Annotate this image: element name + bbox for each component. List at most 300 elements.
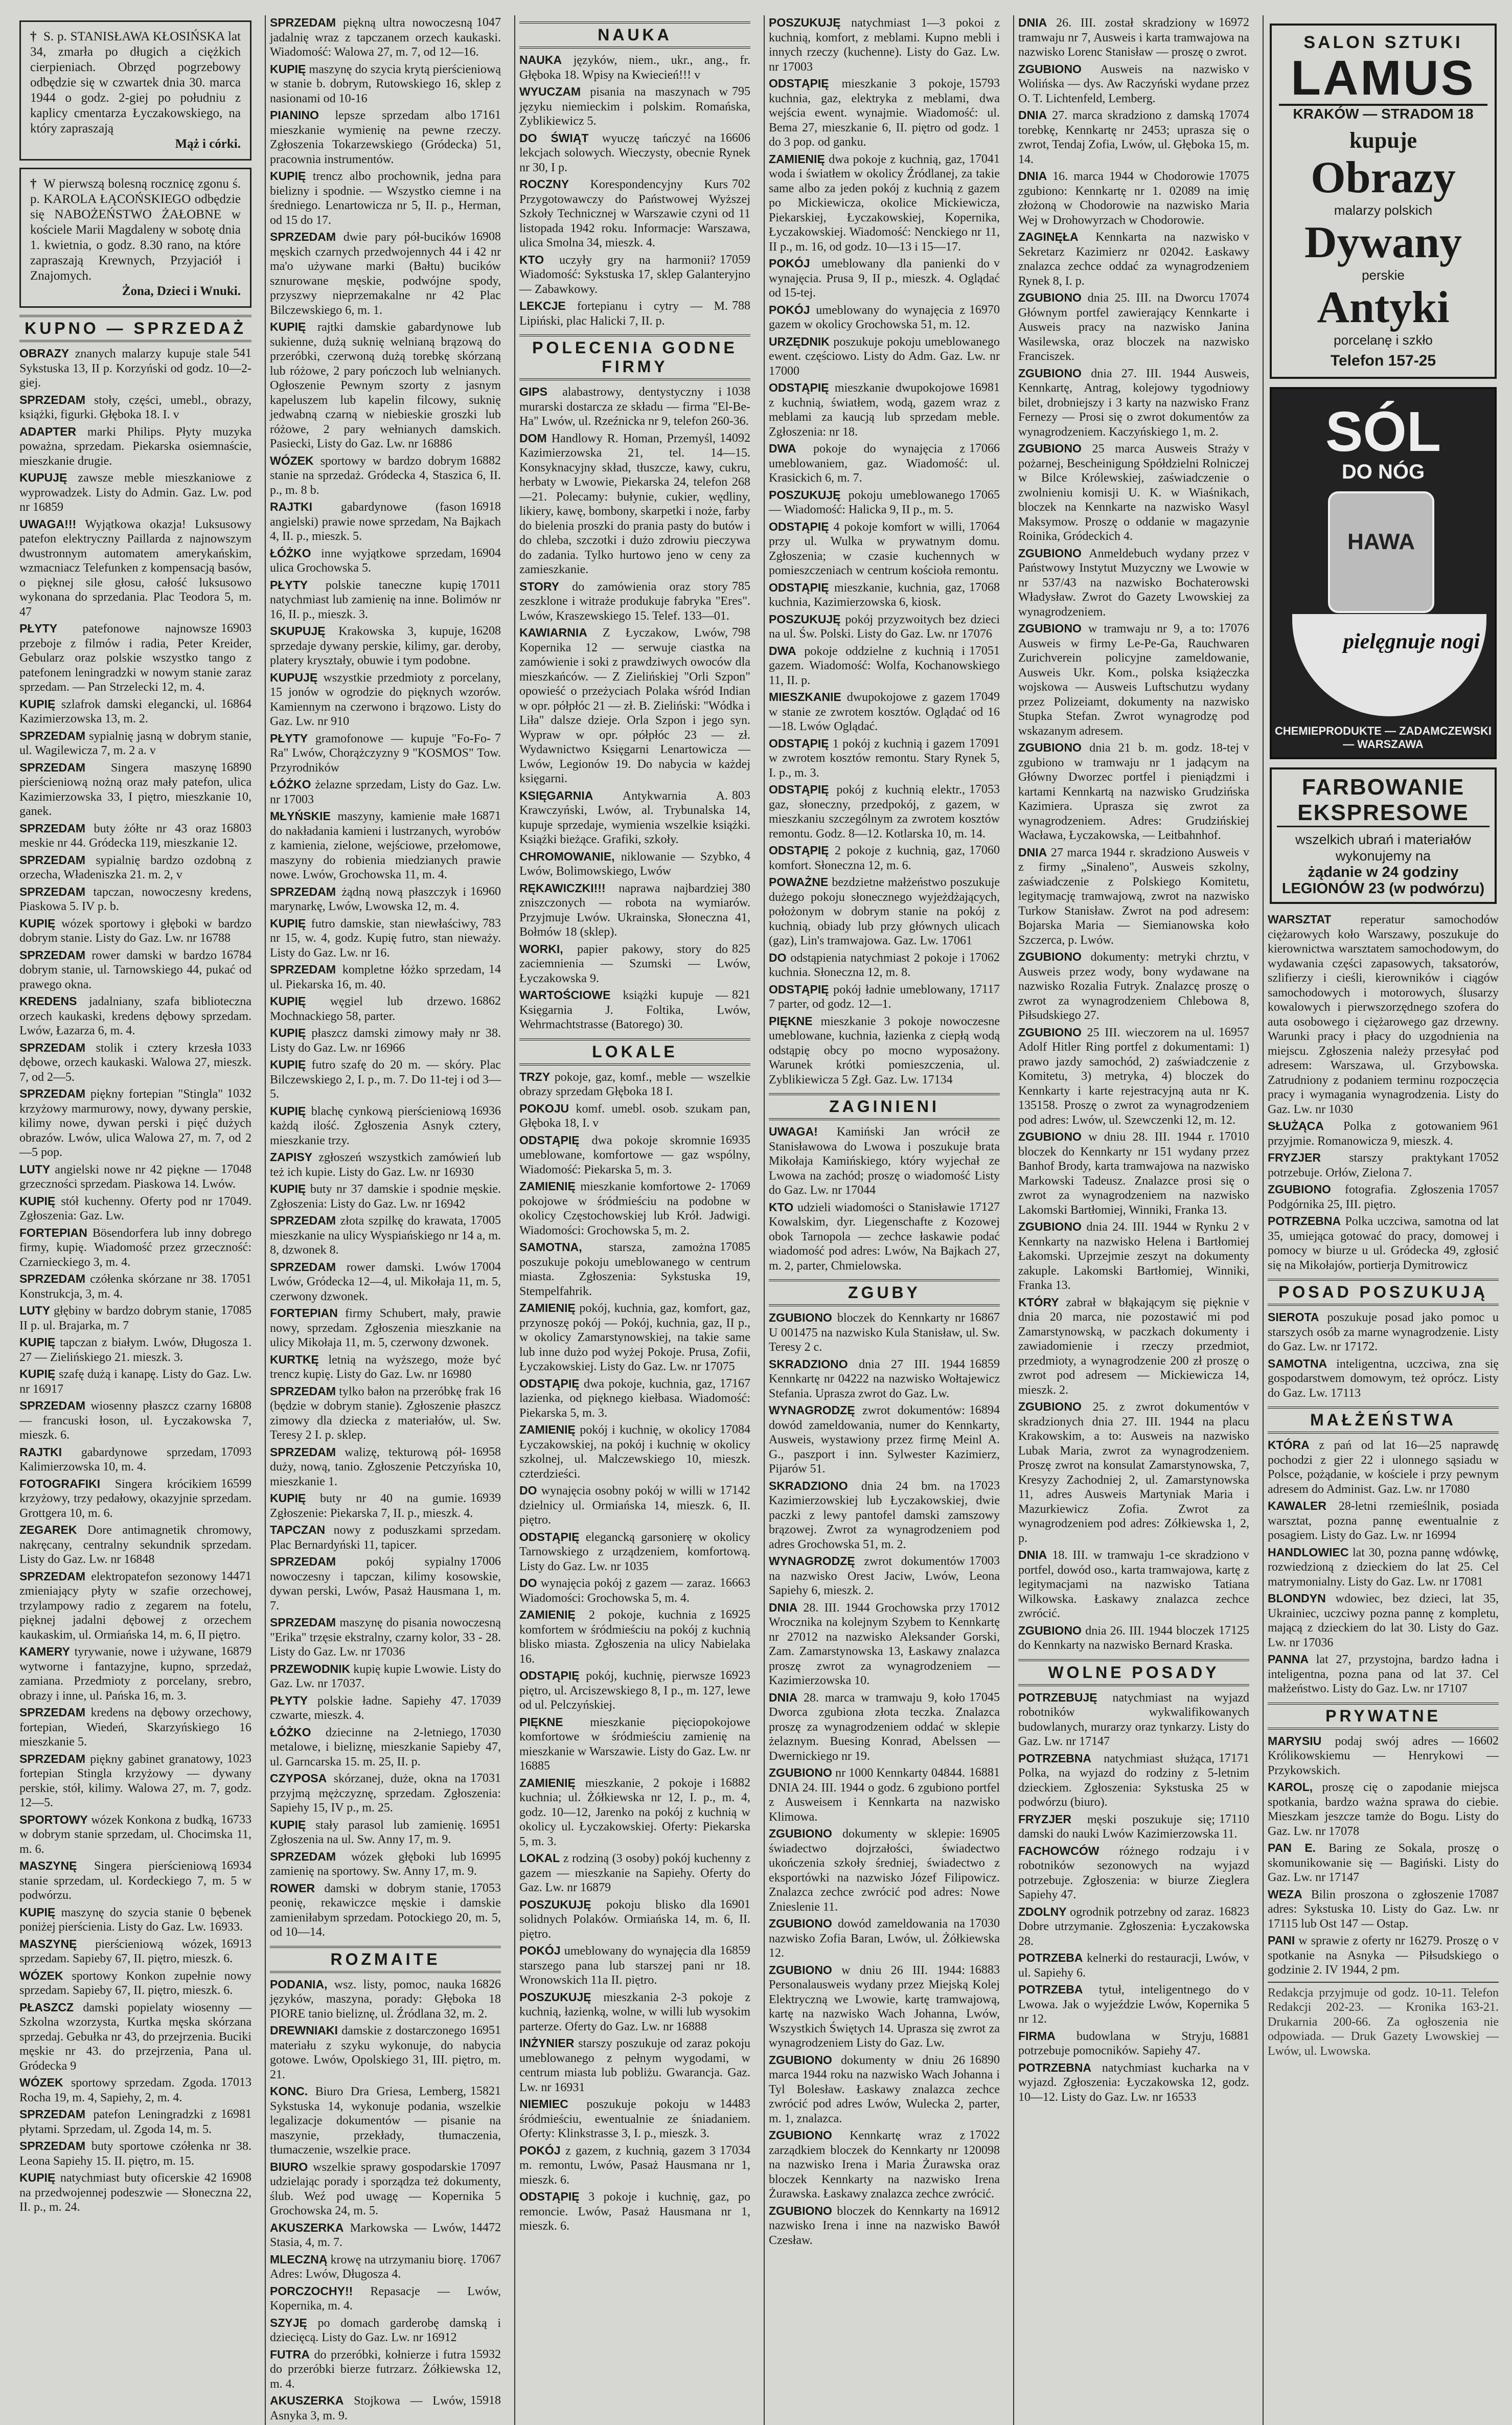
ad-keyword: ZGUBIONO	[1018, 62, 1082, 76]
classified-ad	[270, 578, 501, 622]
ad-text: poszukuje pokoju umeblowanego ewent. częściowo. Listy do Adm. Gaz. Lw. nr 17000	[769, 335, 1000, 378]
classified-ad	[1018, 1129, 1249, 1217]
ad-text: dnia 24. III. 1944 w Rynku 2 Kennkarty na nazwisko Helena i Bartłomiej Łakomski. Uprzejmie zeszyt na dokumenty zakuple. Lakomski Bartłomiej, Winniki, Franka 13.	[1018, 1220, 1249, 1292]
ad-code: 16936	[470, 1104, 501, 1118]
ad-code: 17052	[1468, 1151, 1499, 1164]
ad-text: zgłoszeń wszystkich zamówień lub też ich kupie. Listy do Gaz. Lw. nr 16930	[270, 1151, 501, 1179]
ad-keyword: RĘKAWICZKI!!!	[519, 881, 606, 895]
ad-text: Bilin proszona o zgłoszenie adres: Sykstuska 10. Listy do Gaz. Lw. nr 17115 lub Ost 147 — Ostap.	[1268, 1888, 1499, 1931]
ad-text: pisania na maszynach w języku niemieckim i polskim. Romańska, Zyblikiewicz 5.	[519, 85, 750, 128]
ad-keyword: URZĘDNIK	[769, 334, 830, 348]
ad-keyword: POTRZEBUJĘ	[1018, 1690, 1097, 1704]
ad-code: 16957	[1219, 1025, 1249, 1039]
ad-keyword: ROWER	[270, 1881, 315, 1895]
classified-ad	[1268, 1182, 1499, 1212]
lamus-item-dywany: Dywany	[1304, 218, 1462, 267]
ad-text: patefonowe najnowsze przeboje z filmów i radia, Peter Kreider, Gebularz oraz polskie wszystko tango z patefonem leningradzki w nowym stanie zaraz sprzedam. — Pan Strzelecki 12, m. 4.	[19, 622, 251, 694]
ad-keyword: WÓZEK	[270, 454, 314, 467]
ad-keyword: KAWALER	[1268, 1499, 1326, 1512]
classified-ad	[769, 1916, 1000, 1961]
classified-ad	[1018, 621, 1249, 738]
ad-text: do przeróbki, kołnierze i futra do przeróbki bierze futrzarz. Żółkiewska 12, m. 4.	[270, 2348, 501, 2391]
ad-text: Repasacje — Lwów, Kopernika, m. 4.	[270, 2284, 501, 2313]
ad-keyword: NAUKA	[519, 53, 562, 66]
ad-code: 16871	[470, 809, 501, 823]
ad-text: 2 pokoje z kuchnią, gaz, komfort. Słoneczna 12, m. 6.	[769, 844, 966, 872]
classified-ad	[1018, 1951, 1249, 1980]
classified-ad	[1268, 1310, 1499, 1354]
ad-code: 17084	[720, 1423, 750, 1436]
classified-ad	[769, 380, 1000, 439]
classified-ad	[769, 1200, 1000, 1274]
lamus-phone: Telefon 157-25	[1330, 352, 1436, 369]
classified-ad	[769, 644, 1000, 688]
ad-keyword: POSZUKUJĘ	[519, 1990, 591, 2004]
ad-text: pokój ładnie umeblowany, 7 parter, od godz. 12—1.	[769, 983, 966, 1011]
ad-keyword: SŁUŻĄCA	[1268, 1119, 1324, 1132]
ad-list	[1018, 15, 1249, 1653]
classified-ad	[270, 2084, 501, 2158]
ad-text: Antykwarnia A. Krawczyński, Lwów, al. Trybunalska 14, kupuje sprzedaje, wymienia wszelkie książki. Książki bieżące. Grafiki, szkoły.	[519, 789, 750, 846]
classified-ad	[519, 2189, 750, 2234]
ad-keyword: SPRZEDAM	[19, 1040, 86, 1054]
ad-text: maszyny, kamienie małe do nakładania kamieni i lustrzanych, wyrobów z kamienia, zielone, wejściowe, przełomowe, maszyny do robienia miedzianych prawie nowe. Lwów, Grochowska 11, m. 4.	[270, 810, 501, 881]
ad-text: sportowy Konkon zupełnie nowy sprzedam. Sapieby 67, II. piętro, mieszk. 6.	[19, 1969, 251, 1997]
ad-text: angielski nowe nr 42 piękne — grzeczności sprzedam. Piaskowa 14. Lwów.	[19, 1163, 236, 1191]
ad-text: maszynę do szycia krytą pierścieniową w stanie b. dobrym, Rutowskiego 16, sklep z nasionami od 10-16	[270, 62, 501, 105]
ad-code: 16970	[969, 303, 1000, 316]
ad-keyword: SZYJĘ	[270, 2316, 307, 2329]
ad-keyword: ODSTĄPIĘ	[519, 1376, 580, 1390]
ad-code: 17010	[1219, 1130, 1249, 1143]
ad-keyword: ZGUBIONO	[1018, 950, 1082, 963]
ad-keyword: DNIA	[1018, 108, 1047, 122]
ad-text: 2 pokoje, kuchnia z komfortem w śródmieściu na pokój z kuchnią blisko miasta. Zgłoszenia na ulicy Nabielaka 16.	[519, 1608, 750, 1666]
classified-ad	[19, 1398, 251, 1443]
classified-ad	[1268, 1887, 1499, 1932]
ad-text: z rodziną (3 osoby) pokój kuchenny z gazem — mieszkanie na Sapiehy. Oferty do Gaz. Lw. nr 16879	[519, 1852, 750, 1894]
ad-keyword: PAN E.	[1268, 1841, 1316, 1854]
ad-keyword: KUPIĘ	[270, 1818, 306, 1831]
classified-ad	[1018, 15, 1249, 60]
ad-text: mieszkanie 3 pokoje, kuchnia, gaz, elektryka z meblami, dwa wejścia ewent. wynajmie. Wiadomość: ul. Bema 27, mieszkanie 6, II. piętro od godz. 1 do 3 pop. od ganku.	[769, 77, 1000, 149]
classified-ad	[519, 1897, 750, 1942]
ad-text: 3 pokoje i kuchnię, gaz, po remoncie. Lwów, Pasaż Hausmana nr 1, mieszk. 6.	[519, 2190, 751, 2233]
ad-text: bloczek do Kennkarty nr U 001475 na nazwisko Kula Stanisław, ul. Sw. Teresy 2 c.	[769, 1311, 1000, 1354]
classified-ad	[19, 346, 251, 391]
classified-ad	[519, 2143, 750, 2188]
ad-code: 17003	[969, 1554, 1000, 1568]
ad-text: Dore antimagnetik chromowy, nakręcany, centralny sekundnik sprzedam. Listy do Gaz. Lw. nr 16848	[19, 1524, 252, 1566]
section-heading: ROZMAITE	[270, 1946, 501, 1973]
classified-ad	[519, 1990, 750, 2034]
classified-ad	[519, 788, 750, 847]
ad-code: 16934	[221, 1859, 251, 1872]
ad-code: 16606	[720, 131, 750, 145]
section-heading: ZGUBY	[769, 1279, 1000, 1306]
ad-code: v	[1243, 845, 1249, 859]
ad-text: szafę dużą i kanapę. Listy do Gaz. Lw. nr 16917	[19, 1368, 252, 1396]
ad-text: naprawa najbardziej zniszczonych — robota na wymiarów. Przyjmuje Lwów. Ukrainska, Słoneczna 41, Bołmów 18 (sklep).	[519, 881, 750, 939]
ad-text: wsz. listy, pomoc, nauka języków, maszyna, porady: Głęboka 18 PIORE tanio bieliznę, ul. Źródlana 32, m. 2.	[270, 1978, 501, 2021]
ad-text: pokoje oddzielne z kuchnią i gazem. Wiadomość: Wolfa, Kochanowskiego 11, II. p.	[769, 644, 1000, 687]
ad-code: 17004	[470, 1260, 501, 1274]
ad-text: dwa pokoje, kuchnia, gaz, lazienka, od pięknego kiełbasa. Wiadomość: Piekarska 5, m. 3.	[519, 1377, 750, 1420]
classified-ad	[519, 299, 750, 328]
ad-code: 17127	[969, 1200, 1000, 1214]
ad-keyword: KTO	[519, 253, 544, 266]
ad-text: tylko bałon na przeróbkę frak (będzie w dobrym stanie). Zgłoszenie płaszcz zimowy dla dziecka z materiałów, ul. Sw. Teresy 2 I. p. sklep.	[270, 1385, 501, 1442]
classified-ad	[1268, 1652, 1499, 1696]
ad-text: lepsze sprzedam albo mieszkanie wymienię na pewne rzeczy. Zgłoszenia Tokarzewskiego (Gródecka) 51, pracownia instrumentów.	[270, 109, 501, 166]
ad-text: sypialnię bardzo ozdobną z orzecha, Władeniszka 21. m. 2, v	[19, 853, 252, 881]
ad-code: 17048	[221, 1162, 251, 1176]
ad-keyword: POSZUKUJĘ	[769, 488, 841, 502]
ad-code: 17142	[720, 1484, 750, 1497]
ad-keyword: ŁÓŻKO	[270, 778, 311, 791]
ad-code: 1023	[227, 1752, 251, 1765]
classified-ad	[19, 2139, 251, 2168]
ad-text: mieszkanie pięciopokojowe komfortowe w śródmieściu zamienię na mieszkanie w Warszawie. Listy do Gaz. Lw. nr 16885	[519, 1715, 751, 1773]
ad-keyword: ZAGINĘŁA	[1018, 230, 1079, 243]
lamus-title: SALON SZTUKI	[1303, 33, 1463, 52]
ad-text: z pań od lat 16—25 naprawdę pochodzi z gier 22 i ulonnego sąsiadu w Polsce, pożądanie, w kościele i przy pewnym adresem do Administ. Gaz. Lw. nr 17080	[1268, 1439, 1499, 1496]
classified-ad	[270, 2252, 501, 2282]
classified-ad	[1018, 366, 1249, 440]
ad-code: 1047	[476, 16, 501, 29]
ad-keyword: ZGUBIONO	[769, 2204, 832, 2217]
ad-text: tapczan, nowoczesny kredens, Piaskowa 5. IV p. b.	[19, 885, 252, 913]
ad-keyword: WARSZTAT	[1268, 913, 1332, 926]
classified-ad	[769, 303, 1000, 332]
ad-code: 17110	[1219, 1812, 1249, 1826]
classified-ad	[769, 2053, 1000, 2126]
ad-keyword: FORTEPIAN	[270, 1306, 338, 1320]
classified-ad	[19, 760, 251, 819]
ad-text: buty sportowe czółenka nr 38. Leona Sapiehy 15. II. piętro, m. 15.	[19, 2140, 252, 2168]
ad-keyword: KUPIĘ	[19, 1335, 56, 1349]
ad-keyword: KUPIĘ	[270, 1104, 306, 1118]
ad-text: kupię kupie Lwowie. Listy do Gaz. Lw. nr 17037.	[270, 1662, 501, 1690]
ad-text: damski popielaty wiosenny — Szkolna wzorzysta, Kurtka męska skórzana sprzedaj. Gebułka nr 43, do przejrzenia. Buciki męskie nr 43. do przejrzenia, Pana ul. Gródecka 9	[19, 2001, 251, 2073]
classified-ad	[19, 1162, 251, 1192]
ad-text: uczyły gry na harmonii? Wiadomość: Sykstuska 17, sklep Galanteryjno — Zabawkowy.	[519, 253, 750, 296]
ad-code: 16918	[470, 500, 501, 513]
ad-text: Bösendorfera lub inny dobrego firmy, kupię. Wiadomość przez grzeczność: Czarnieckiego 3, m. 4.	[19, 1226, 252, 1269]
ad-text: wynajęcia pokój z gazem — zaraz. Wiadomości: Grochowska 5, m. 4.	[519, 1577, 716, 1605]
ad-code: 17097	[470, 2160, 501, 2173]
classified-ad	[1018, 740, 1249, 843]
classified-ad	[519, 1483, 750, 1528]
ad-code: 380	[732, 881, 750, 895]
classified-ad	[769, 488, 1000, 517]
classified-ad	[769, 334, 1000, 379]
ad-keyword: SPRZEDAM	[19, 1087, 86, 1100]
classified-ad	[19, 697, 251, 727]
ad-code: 16881	[1219, 2029, 1249, 2043]
classified-ad	[519, 579, 750, 624]
ad-code: 16960	[470, 885, 501, 898]
ad-text: dnia 25. III. na Dworcu Głównym portfel zawierający Kennkarte i Ausweis pracy na nazwisko Janina Wasilewska, oraz bloczek na nazwisko Franciszek.	[1018, 291, 1249, 363]
ad-keyword: SKRADZIONO	[769, 1479, 848, 1492]
ad-keyword: CHROMOWANIE,	[519, 849, 615, 863]
ad-keyword: PIĘKNE	[769, 1014, 813, 1028]
ad-keyword: KUPIĘ	[270, 994, 306, 1008]
ad-list	[1268, 1734, 1499, 1978]
ad-code: 17034	[720, 2143, 750, 2157]
ad-keyword: BLONDYN	[1268, 1592, 1326, 1605]
classified-ad	[270, 1384, 501, 1443]
classified-ad	[519, 2097, 750, 2141]
ad-keyword: KAWIARNIA	[519, 626, 587, 639]
ad-text: Wyjątkowa okazja! Luksusowy patefon elektryczny Paillarda z najnowszym dwustronnym automatem amerykańskim, wzmacniacz Telefunken z kompensacją basów, o pięknej sile głosu, całość luksusowo wykonana do sprzedania. Plac Teodora 5, m. 47	[19, 517, 251, 619]
ad-code: 14472	[470, 2220, 501, 2234]
ad-code: 785	[732, 579, 750, 593]
classified-ad	[519, 1422, 750, 1481]
sol-maker: CHEMIEPRODUKTE — ZADAMCZEWSKI — WARSZAWA	[1274, 724, 1492, 751]
ad-text: dwupokojowe z gazem w stanie ze zwrotem kosztów. Oglądać od 16—18. Lwów Oglądać.	[769, 691, 1000, 733]
ad-text: mieszkanie dwupokojowe z kuchnią, światłem, wodą, gazem wraz z meblami za kaucją lub sprzedam meble. Zgłoszenia: nr 18.	[769, 381, 1000, 439]
sol-title: SÓL	[1325, 400, 1441, 463]
ad-text: Kennkartę wraz z zarządkiem bloczek do Kennkarty nr 120098 na nazwisko Irena i Maria Żurawska oraz bloczek Kennkarty na nazwisko Irena Żurawska. Łaskawy znalazca zechce zwrócić.	[769, 2129, 1000, 2201]
ad-keyword: SPRZEDAM	[19, 948, 86, 962]
ad-text: wiosenny płaszcz czarny — francuski łoson, ul. Łyczakowska 7, mieszk. 6.	[19, 1399, 251, 1442]
classified-ad	[19, 948, 251, 992]
classified-ad	[769, 1124, 1000, 1198]
ad-keyword: DWA	[769, 644, 796, 658]
ad-text: krowę na utrzymaniu biorę. Adres: Lwów, Długosza 4.	[270, 2253, 466, 2281]
ad-text: wózek głęboki lub zamienię na sportowy. Sw. Anny 17, m. 9.	[270, 1850, 477, 1878]
ad-text: natychmiast służąca, Polka, na wyjazd do rodziny z 5-letnim dzieckiem. Zgłoszenia: Sykstuska 25 w podwórzu (biuro).	[1018, 1752, 1249, 1809]
classified-ad	[270, 1849, 501, 1879]
ad-code: 4	[744, 849, 750, 863]
ad-text: futro szafę do 20 m. — skóry. Plac Bilczewskiego 2, I. p., m. 7. Do 11-tej i od 3—5.	[270, 1058, 501, 1101]
ad-code: 16808	[221, 1399, 251, 1412]
classified-ad	[1018, 1905, 1249, 1949]
classified-ad	[270, 1818, 501, 1847]
ad-code: 16890	[969, 2053, 1000, 2067]
ad-keyword: SPRZEDAM	[270, 230, 336, 243]
ad-text: stół kuchenny. Oferty pod nr 17049. Zgłoszenia: Gaz. Lw.	[19, 1194, 251, 1222]
ad-keyword: KUPIĘ	[19, 916, 56, 930]
ad-text: wynajęcia osobny pokój w willi w dzielnicy ul. Ormiańska 14, mieszk. 6, II. piętro.	[519, 1484, 750, 1527]
classified-ad	[1018, 1812, 1249, 1842]
ad-code: 17066	[969, 442, 1000, 455]
newspaper-page	[15, 15, 1499, 2422]
ad-text: dnia 27 III. 1944 Kennkartę nr 04222 na nazwisko Wołtajewicz Stefania. Uprasza zwrot do Gaz. Lw.	[769, 1357, 1000, 1400]
ad-list	[1268, 1438, 1499, 1696]
ad-keyword: MLECZNĄ	[270, 2252, 328, 2266]
ad-code: 17074	[1219, 108, 1249, 122]
classified-ad	[1268, 1438, 1499, 1497]
ad-text: po domach garderobę damską i dziecięcą. Listy do Gaz. Lw. nr 16912	[270, 2316, 501, 2344]
classified-ad	[769, 2204, 1000, 2248]
ad-code: 16663	[720, 1576, 750, 1590]
classified-ad	[19, 1644, 251, 1703]
classified-ad	[1268, 1841, 1499, 1885]
ad-code: 821	[732, 988, 750, 1002]
ad-keyword: KUPIĘ	[19, 1367, 56, 1380]
ad-text: 28. III. 1944 Grochowska przy Wrocznika na kolejnym Szybem to Kennkartę nr 27012 na nazwisko Aleksander Gorski, Zam. Zamarstynowska 13, Łaskawy znalazca proszę zwrot za wynagrodzeniem — Kazimierzowska 10.	[769, 1601, 1000, 1687]
ad-keyword: ZGUBIONO	[1018, 546, 1082, 560]
ad-text: sportowy w bardzo dobrym stanie na sprzedaż. Gródecka 4, Staszica 6, II. p., m. 8 b.	[270, 454, 501, 497]
classified-ad	[19, 1226, 251, 1270]
ad-text: dnia 21 b. m. godz. 18-tej zgubiono w tramwaju nr 1 jadącym na Główny Dworzec portfel i pieniądzmi i kartami Kennkartą na nazwisko Grudzińska Kazimiera. Uprasza się zwrot za wynagrodzeniem. Adres: Grudzińskiej Wacława, Łyczakowska, — Leitbahnhof.	[1018, 741, 1249, 842]
classified-ad	[19, 1086, 251, 1160]
classified-ad	[519, 1851, 750, 1895]
lamus-item-sub: malarzy polskich	[1334, 202, 1433, 218]
ad-keyword: KUPIĘ	[270, 320, 306, 333]
classified-ad	[270, 1306, 501, 1350]
farbowanie-advertisement	[1270, 767, 1497, 904]
ad-text: pokój i kuchnię, w okolicy Łyczakowskiej, na pokój i kuchnię w okolicy szkolnej, ul. Malczewskiego 10, mieszk. czterdzieści.	[519, 1423, 750, 1481]
sol-can-label: HAWA	[1347, 529, 1415, 554]
ad-code: 803	[732, 788, 750, 802]
ad-text: niklowanie — Szybko, Lwów, Bolimowskiego, Lwów	[519, 850, 740, 878]
ad-keyword: SPRZEDAM	[19, 853, 86, 867]
classified-ad	[270, 320, 501, 451]
sol-subtitle: DO NÓG	[1341, 461, 1425, 483]
ad-text: papier pakowy, story do zaciemnienia — Szumski — Lwów, Łyczakowska 9.	[519, 942, 750, 985]
ad-list	[1268, 1310, 1499, 1400]
ad-text: rower damski. Lwów Lwów, Gródecka 12—4, ul. Mikołaja 11, m. 5, czerwony dzwonek.	[270, 1260, 501, 1303]
ad-code: 16972	[1219, 16, 1249, 29]
ad-keyword: SPRZEDAM	[270, 1214, 336, 1227]
ad-text: wyuczę tańczyć na lekcjach solowych. Wieczysty, obecnie Rynek nr 30, I p.	[519, 131, 750, 174]
classified-ad	[519, 1668, 750, 1713]
obituary-signature: Żona, Dzieci i Wnuki.	[122, 284, 241, 298]
ad-text: w sprawie z oferty nr 16279. Proszę o spotkanie na Asnyka — Piłsudskiego o godzinie 2. IV 1944, 2 pm.	[1268, 1934, 1499, 1977]
ad-keyword: PŁYTY	[270, 731, 308, 745]
ad-keyword: DO	[519, 1484, 537, 1497]
ad-keyword: DNIA	[769, 1690, 798, 1704]
ad-keyword: ZGUBIONO	[1018, 1025, 1082, 1039]
classified-ad	[519, 1240, 750, 1299]
ad-keyword: ZGUBIONO	[1268, 1183, 1331, 1196]
ad-keyword: DNIA	[1018, 845, 1047, 859]
classified-ad	[270, 169, 501, 228]
ad-code: 16	[489, 1384, 501, 1398]
ad-text: maszynę do pisania nowoczesną "Erika" trzęsie ekstralny, czarny kolor, 33 - 28. Listy do Gaz. Lw. nr 17036	[270, 1616, 501, 1659]
closing-note: Redakcja przyjmuje od godz. 10-11. Telefon Redakcji 202-23. — Kronika 163-21. Drukarnia 200-66. Za ogłoszenia nie odpowiada. — Druk Gazety Lwowskiej — Lwów, ul. Lwowska.	[1268, 1982, 1499, 2059]
ad-text: starsza, zamożna poszukuje pokoju umeblowanego w centrum miasta. Zgłoszenia: Sykstuska 19, Stempelfahrik.	[519, 1241, 750, 1298]
ad-keyword: KTÓRY	[1018, 1295, 1059, 1309]
ad-keyword: PRZEWODNIK	[270, 1662, 351, 1675]
ad-keyword: MASZYNĘ	[19, 1937, 77, 1951]
classified-ad	[519, 84, 750, 129]
classified-ad	[270, 1057, 501, 1102]
ad-keyword: SPRZEDAM	[19, 1272, 86, 1285]
ad-text: mieszkanie, kuchnia, gaz, kuchnia, Kazimierzowska 6, kiosk.	[769, 581, 966, 609]
ad-code: 17069	[720, 1180, 750, 1193]
classified-ad	[519, 1607, 750, 1666]
ad-keyword: LUTY	[19, 1304, 51, 1317]
ad-code: 16951	[470, 2024, 501, 2037]
ad-text: komf. umebl. osob. szukam pan, Głęboka 18, I. v	[519, 1102, 751, 1130]
ad-keyword: FRYZJER	[1018, 1812, 1071, 1826]
lamus-name: LAMUS	[1279, 53, 1487, 106]
ad-text: odstąpienia natychmiast 2 pokoje i kuchnia. Słoneczna 12, m. 8.	[769, 951, 965, 979]
ad-keyword: RAJTKI	[270, 500, 313, 513]
classified-ad	[1268, 1214, 1499, 1273]
classified-ad	[769, 736, 1000, 781]
classified-ad	[270, 1213, 501, 1258]
ad-code: 14471	[221, 1569, 251, 1583]
classified-ad	[19, 621, 251, 695]
ad-code: 16905	[969, 1827, 1000, 1840]
ad-keyword: POTRZEBNA	[1268, 1214, 1341, 1228]
ad-code: 541	[233, 347, 251, 360]
classified-ad	[769, 612, 1000, 642]
ad-keyword: ZGUBIONO	[769, 1917, 832, 1930]
ad-keyword: CZYPOSA	[270, 1772, 327, 1785]
obituary-text: W pierwszą bolesną rocznicę zgonu ś. p. KAROLA ŁĄCOŃSKIEGO odbędzie się NABOŻEŃSTWO ŻAŁOBNE w kościele Marii Magdaleny w sobotę dnia 1. kwietnia, o godz. 8.30 rano, na które zapraszają Krewnych, Przyjaciół i Znajomych.	[30, 177, 241, 283]
ad-code: 17125	[1219, 1623, 1249, 1637]
ad-text: natychmiast 1—3 pokoi z kuchnią, komfort, z meblami. Kupno mebli i innych rzeczy (kuchenne). Listy do Gaz. Lw. nr 17003	[769, 16, 1000, 74]
ad-code: 16904	[470, 546, 501, 560]
ad-text: mieszkanie komfortowe 2-pokojowe w śródmieściu na podobne w okolicy Częstochowskiej lub Krół. Jadwigi. Wiadomości: Grochowska 5, m. 2.	[519, 1180, 750, 1237]
ad-text: Korespondencyjny Kurs Przygotowawczy do Państwowej Wyższej Szkoły Technicznej w Warszawie czyni od 11 listopada 1942 roku. Informacje: Warszawa, ulica Smolna 34, mieszk. 4.	[519, 178, 750, 250]
ad-text: 25 marca Ausweis Straży pożarnej, Bescheinigung Spółdzielni Rolniczej w Bilce Królewskiej, zaświadczenie o zwolnieniu komisji U. K. w Wiaśnikach, bloczek na Kennkarte na nazwisko Wasyl Maksymow. Proszę o oddanie w magazynie Roinika, Gródeckich 4.	[1018, 442, 1249, 543]
ad-keyword: KUPIĘ	[19, 2171, 56, 2184]
farb-line: żądanie w 24 godziny	[1308, 864, 1459, 880]
ad-keyword: PANI	[1268, 1934, 1295, 1947]
ad-keyword: ODSTĄPIĘ	[519, 1133, 580, 1147]
ad-keyword: BIURO	[270, 2160, 308, 2173]
ad-code: 16913	[221, 1937, 251, 1951]
classified-ad	[270, 1523, 501, 1552]
classified-ad	[19, 1335, 251, 1365]
classified-ad	[519, 131, 750, 175]
classified-ad	[769, 256, 1000, 301]
lamus-advertisement	[1270, 24, 1497, 379]
classified-ad	[519, 431, 750, 577]
ad-code: 961	[1480, 1119, 1499, 1132]
ad-keyword: KTO	[769, 1200, 794, 1214]
classified-ad	[270, 1182, 501, 1211]
section-heading: WOLNE POSADY	[1018, 1659, 1249, 1686]
ad-keyword: KUPIĘ	[270, 169, 306, 183]
classified-ad	[1018, 1025, 1249, 1128]
ad-keyword: ZGUBIONO	[1018, 1130, 1082, 1143]
farb-line: wszelkich ubrań i materiałów wykonujemy na	[1295, 832, 1471, 864]
ad-text: umeblowany do wynajęcia dla starszego pana lub starszej pani nr 18. Wronowskich 11a II. piętro.	[519, 1944, 750, 1987]
classified-ad	[270, 2284, 501, 2314]
salt-can-icon	[1328, 491, 1434, 613]
classified-ad	[270, 1445, 501, 1489]
ad-keyword: SPRZEDAM	[19, 760, 86, 774]
ad-text: gabardynowe (fason angielski) prawie nowe sprzedam, Na Bajkach 4, II. p., mieszk. 5.	[270, 501, 501, 543]
ad-keyword: POKOJU	[519, 1101, 569, 1115]
ad-code: v	[1243, 1983, 1249, 1996]
ad-keyword: DO	[519, 1576, 537, 1590]
ad-text: piękny gabinet granatowy, fortepian Stingla krzyżowy — dywany perskie, stół, kilimy. Walowa 27, m. 7, godz. 12—5.	[19, 1752, 251, 1809]
ad-keyword: WÓZEK	[19, 2076, 63, 2089]
ad-keyword: NIEMIEC	[519, 2097, 568, 2111]
ad-keyword: SPRZEDAM	[19, 729, 86, 742]
ad-text: pokój, kuchnia, gaz, komfort, gaz, przynoszę pokój — Pokój, kuchnia, gaz, II p., w okolicy Zamarstynowskiej, na takie same lub inne dużo pod wyżej Pokoje. Prusa, Zofii, Łyczakowskiej. Listy do Gaz. Lw. nr 17075	[519, 1302, 751, 1373]
ad-text: bezdzietne małżeństwo poszukuje dużego pokoju słonecznego wyjeżdżających, położonym w dobrym stanie na pokój z kuchnią, obiady lub przy głównych ulicach (gaz), Lin's tramwajowa. Gaz. Lw. 17061	[769, 876, 1000, 947]
ad-text: zwrot dokumentów na nazwisko Orest Jaciw, Lwów, Leona Sapiehy 6, mieszk. 2.	[769, 1555, 1000, 1597]
section-heading: ZAGINIENI	[769, 1093, 1000, 1120]
ad-code: 16894	[969, 1403, 1000, 1417]
ad-keyword: POTRZEBNA	[1018, 1751, 1092, 1765]
ad-keyword: ODSTĄPIĘ	[769, 982, 829, 996]
ad-code: 16890	[221, 760, 251, 774]
ad-text: pokoju blisko dla solidnych Polaków. Ormiańska 14, m. 6, II. piętro.	[519, 1898, 750, 1941]
classified-ad	[1018, 290, 1249, 364]
ad-text: stoły, części, umebl., obrazy, książki, figurki. Głęboka 18. I. v	[19, 393, 251, 421]
